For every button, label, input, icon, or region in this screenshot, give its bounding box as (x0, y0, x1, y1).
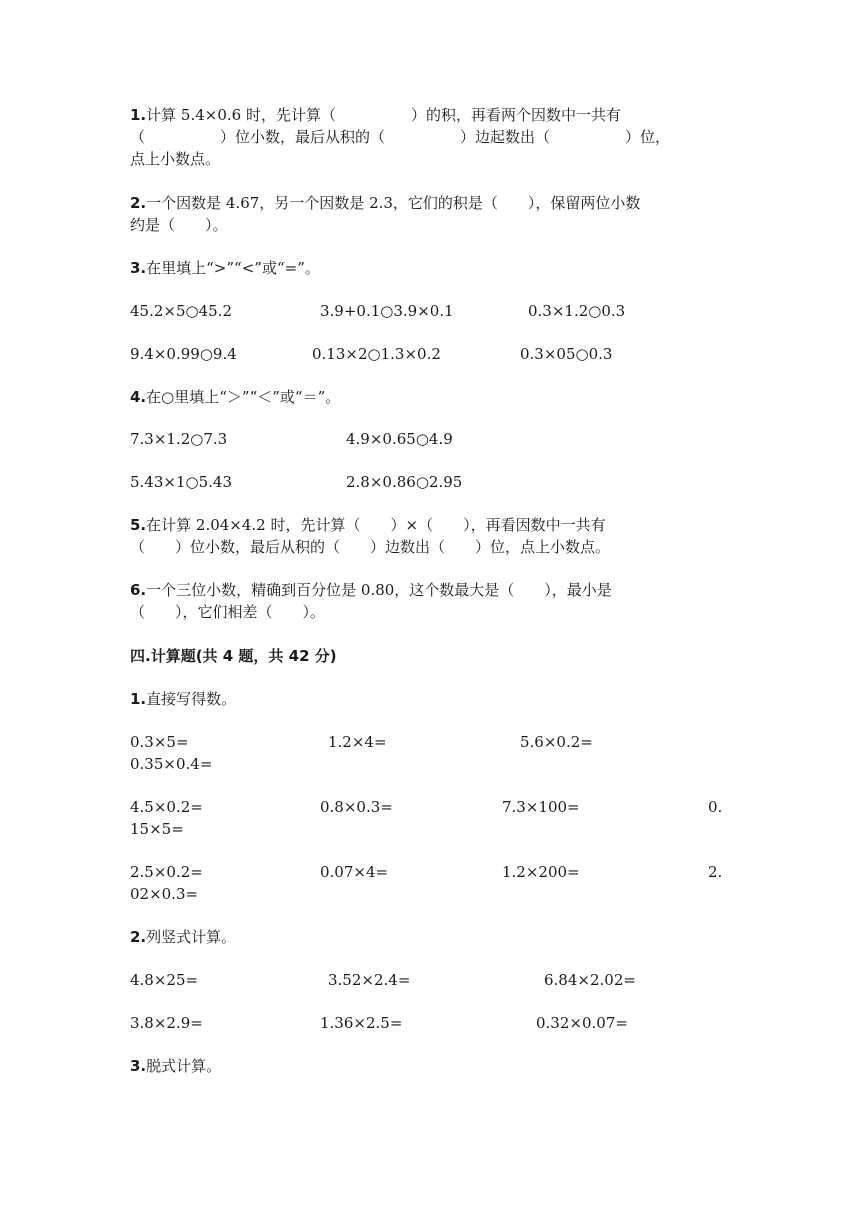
calc-item: 4.8×25= (130, 971, 199, 989)
calc-row (130, 796, 730, 840)
compare-row (130, 428, 730, 450)
compare-row (130, 300, 730, 322)
question-2 (130, 192, 730, 236)
question-title: 直接写得数。 (146, 690, 237, 708)
question-text-line: （ ）位小数，最后从积的（ ）边起数出（ ）位， (130, 128, 671, 146)
question-title: 在○里填上“＞”“＜”或“＝”。 (146, 388, 341, 406)
section-heading: 四.计算题(共 4 题，共 42 分) (130, 647, 337, 665)
compare-item: 9.4×0.99○9.4 (130, 345, 237, 363)
calc-item: 1.2×200= (502, 863, 580, 881)
question-text-line: 点上小数点。 (130, 150, 221, 168)
compare-row (130, 343, 730, 365)
question-title: 列竖式计算。 (146, 928, 237, 946)
question-text-line: 在计算 2.04×4.2 时，先计算（ ）×（ ），再看因数中一共有 (146, 516, 606, 534)
question-text-line: 计算 5.4×0.6 时，先计算（ ）的积，再看两个因数中一共有 (146, 106, 621, 124)
compare-item: 45.2×5○45.2 (130, 302, 232, 320)
question-text-line: 约是（ ）。 (130, 216, 228, 234)
calc-item: 2. (708, 863, 723, 881)
question-3 (130, 257, 730, 279)
question-text-line: （ ），它们相差（ ）。 (130, 603, 326, 621)
compare-item: 5.43×1○5.43 (130, 473, 232, 491)
calc-item: 1.2×4= (328, 733, 387, 751)
calc-item: 3.8×2.9= (130, 1014, 203, 1032)
calc-item: 4.5×0.2= (130, 798, 203, 816)
calc-item: 5.6×0.2= (520, 733, 593, 751)
question-number: 1. (130, 106, 147, 124)
question-title: 脱式计算。 (146, 1057, 222, 1075)
calc-item: 0.07×4= (320, 863, 389, 881)
calc-item: 0.32×0.07= (536, 1014, 628, 1032)
calc-row (130, 969, 730, 991)
question-text-line: 一个三位小数，精确到百分位是 0.80，这个数最大是（ ），最小是 (146, 581, 612, 599)
calc-item-wrap: 0.35×0.4= (130, 755, 213, 773)
compare-item: 0.3×1.2○0.3 (528, 302, 626, 320)
calc-item: 0. (708, 798, 723, 816)
question-6 (130, 579, 730, 623)
compare-item: 0.3×05○0.3 (520, 345, 613, 363)
question-number: 5. (130, 516, 147, 534)
question-number: 3. (130, 259, 147, 277)
question-4 (130, 386, 730, 408)
question-number: 6. (130, 581, 147, 599)
compare-row (130, 471, 730, 493)
calc-item: 1.36×2.5= (320, 1014, 403, 1032)
compare-item: 7.3×1.2○7.3 (130, 430, 228, 448)
question-number: 3. (130, 1057, 147, 1075)
question-number: 2. (130, 928, 147, 946)
calc-item-wrap: 15×5= (130, 820, 184, 838)
question-text-line: （ ）位小数，最后从积的（ ）边数出（ ）位，点上小数点。 (130, 538, 611, 556)
calc-question-2 (130, 926, 730, 948)
question-text-line: 一个因数是 4.67，另一个因数是 2.3，它们的积是（ ），保留两位小数 (146, 194, 641, 212)
compare-item: 4.9×0.65○4.9 (346, 430, 453, 448)
calc-question-3 (130, 1055, 730, 1077)
calc-row (130, 1012, 730, 1034)
calc-item: 0.3×5= (130, 733, 189, 751)
calc-item: 2.5×0.2= (130, 863, 203, 881)
calc-item: 0.8×0.3= (320, 798, 393, 816)
calc-item: 7.3×100= (502, 798, 580, 816)
compare-item: 2.8×0.86○2.95 (346, 473, 463, 491)
calc-item: 6.84×2.02= (544, 971, 636, 989)
question-number: 4. (130, 388, 147, 406)
compare-item: 3.9+0.1○3.9×0.1 (320, 302, 454, 320)
calc-question-1 (130, 688, 730, 710)
calc-item-wrap: 02×0.3= (130, 885, 199, 903)
calc-row (130, 861, 730, 905)
calc-row (130, 731, 730, 775)
question-1 (130, 104, 730, 170)
compare-item: 0.13×2○1.3×0.2 (312, 345, 441, 363)
calc-item: 3.52×2.4= (328, 971, 411, 989)
question-5 (130, 514, 730, 558)
question-title: 在里填上“>”“<”或“=”。 (146, 259, 320, 277)
question-number: 2. (130, 194, 147, 212)
question-number: 1. (130, 690, 147, 708)
